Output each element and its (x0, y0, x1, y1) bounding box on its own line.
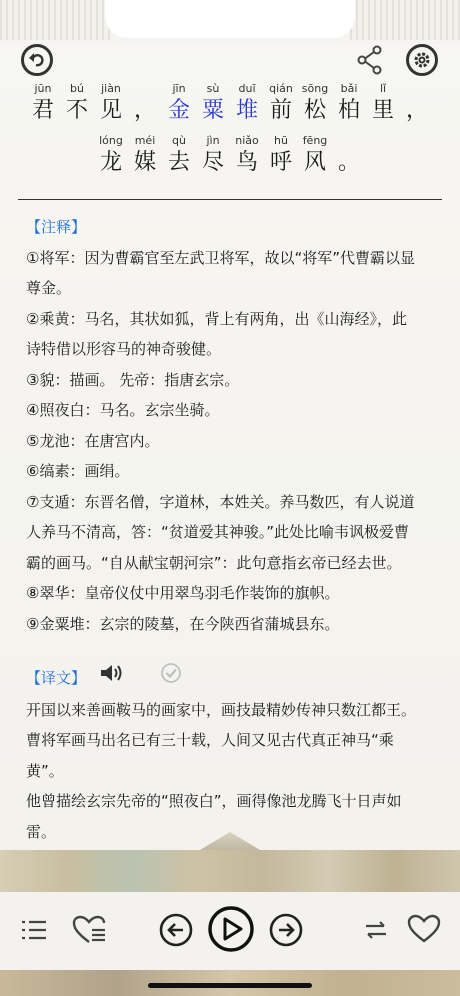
translation-line: 黄”。 (26, 761, 64, 780)
pinyin: jiàn (101, 82, 121, 95)
divider (18, 199, 442, 200)
settings-button[interactable] (406, 44, 438, 76)
poem-char[interactable] (298, 134, 332, 178)
pinyin: bú (70, 82, 84, 95)
check-icon[interactable] (160, 662, 182, 695)
hanzi: 呼 (269, 150, 292, 175)
poem-char[interactable] (298, 82, 332, 126)
note-line: 人养马不清高，答：“贫道爱其神骏。”此处比喻韦讽极爱曹 (26, 523, 410, 541)
hanzi: 堆 (235, 98, 258, 123)
hanzi: ， (133, 98, 156, 123)
pinyin: fēng (302, 134, 328, 147)
hanzi: 金 (167, 98, 190, 123)
poem-char[interactable] (264, 134, 298, 178)
pinyin: lǐ (379, 82, 387, 95)
list-button[interactable] (18, 914, 50, 946)
poem-char[interactable] (230, 82, 264, 126)
hanzi: 柏 (337, 98, 360, 123)
poem-char[interactable] (26, 82, 60, 126)
heart-icon (407, 914, 441, 944)
top-right-pattern (350, 0, 460, 40)
poem-line-2 (0, 134, 460, 178)
hanzi: 。 (337, 150, 360, 175)
device-notch (105, 0, 355, 38)
pinyin: lóng (99, 134, 123, 147)
pinyin: niǎo (235, 134, 259, 147)
next-icon (268, 912, 304, 948)
note-line: ⑦支遁：东晋名僧，字道林，本姓关。养马数匹，有人说道 (26, 492, 415, 511)
play-button[interactable] (206, 904, 256, 954)
poem-char[interactable] (196, 82, 230, 126)
favorite-button[interactable] (406, 912, 442, 946)
hanzi: ， (405, 98, 428, 123)
prev-button[interactable] (158, 912, 194, 948)
heart-list-icon (71, 914, 107, 946)
hanzi: 粟 (201, 98, 224, 123)
notes-title: 【注释】 (26, 218, 87, 236)
poem-char[interactable] (400, 82, 434, 126)
next-button[interactable] (268, 912, 304, 948)
list-icon (20, 917, 48, 943)
shuffle-icon (363, 917, 389, 943)
note-line: ①将军：因为曹霸官至左武卫将军，故以“将军”代曹霸以显 (26, 248, 415, 267)
poem-char[interactable] (128, 134, 162, 178)
hanzi: 风 (303, 150, 326, 175)
note-line: ③貌：描画。 先帝：指唐玄宗。 (26, 370, 240, 389)
pinyin: sōng (301, 82, 329, 95)
poem-char[interactable] (332, 134, 366, 178)
hanzi: 鸟 (235, 150, 258, 175)
hanzi: 去 (167, 150, 190, 175)
pinyin: jìn (206, 134, 220, 147)
note-line: ⑤龙池：在唐宫内。 (26, 431, 160, 450)
pinyin: bǎi (340, 82, 358, 95)
poem-char[interactable] (60, 82, 94, 126)
painting-strip (0, 850, 460, 892)
pinyin: qù (172, 134, 186, 147)
pinyin: hū (274, 134, 288, 147)
pinyin: jīn (172, 82, 186, 95)
pinyin: qián (269, 82, 293, 95)
note-line: 诗特借以形容马的神奇骏健。 (26, 340, 222, 358)
translation-line: 曹将军画马出名已有三十载，人间又见古代真正神马“乘 (26, 731, 394, 749)
hanzi: 里 (371, 98, 394, 123)
play-icon (206, 904, 256, 954)
translation-title: 【译文】 (26, 668, 87, 687)
translation-line: 雷。 (26, 822, 57, 841)
pinyin: sù (206, 82, 220, 95)
poem-char[interactable] (264, 82, 298, 126)
back-arrow-icon (27, 50, 47, 70)
poem-char[interactable] (94, 134, 128, 178)
top-decoration (0, 0, 460, 44)
poem-char[interactable] (162, 82, 196, 126)
poem-char[interactable] (196, 134, 230, 178)
note-line: ②乘黄：马名，其状如狐，背上有两角，出《山海经》，此 (26, 309, 407, 328)
poem-char[interactable] (332, 82, 366, 126)
pinyin: duī (238, 82, 256, 95)
home-indicator[interactable] (148, 983, 312, 988)
hanzi: 不 (65, 98, 88, 123)
hanzi: 见 (99, 98, 122, 123)
poem-char[interactable] (230, 134, 264, 178)
pinyin: jūn (34, 82, 52, 95)
note-line: ⑧翠华：皇帝仪仗中用翠鸟羽毛作装饰的旗帜。 (26, 584, 340, 602)
share-icon (356, 45, 384, 75)
hanzi: 尽 (201, 150, 224, 175)
notes-section (26, 212, 446, 639)
translation-section (26, 662, 446, 847)
note-line: ④照夜白：马名。玄宗坐骑。 (26, 401, 220, 419)
hanzi: 媒 (133, 150, 156, 175)
note-line: 尊金。 (26, 279, 72, 297)
gear-icon (412, 50, 432, 70)
player-controls (0, 892, 460, 970)
hanzi: 松 (303, 98, 326, 123)
translation-line: 开国以来善画鞍马的画家中，画技最精妙传神只数江都王。 (26, 700, 417, 719)
note-line: ⑨金粟堆：玄宗的陵墓，在今陕西省蒲城县东。 (26, 614, 340, 633)
top-left-pattern (0, 0, 110, 40)
hanzi: 君 (31, 98, 54, 123)
hanzi: 前 (269, 98, 292, 123)
speaker-icon[interactable] (99, 662, 125, 695)
hanzi: 龙 (99, 150, 122, 175)
pinyin: méi (134, 134, 156, 147)
poem-char[interactable] (366, 82, 400, 126)
translation-line: 他曾描绘玄宗先帝的“照夜白”，画得像池龙腾飞十日声如 (26, 792, 402, 810)
favorites-list-button[interactable] (70, 912, 108, 948)
back-button[interactable] (21, 44, 53, 76)
poem-char[interactable] (128, 82, 162, 126)
poem-char[interactable] (162, 134, 196, 178)
note-line: ⑥缟素：画绢。 (26, 462, 130, 480)
poem-line-1 (0, 82, 460, 126)
share-button[interactable] (354, 44, 386, 76)
poem-char[interactable] (94, 82, 128, 126)
prev-icon (158, 912, 194, 948)
note-line: 霸的画马。“自从献宝朝河宗”：此句意指玄帝已经去世。 (26, 553, 402, 572)
shuffle-button[interactable] (360, 914, 392, 946)
